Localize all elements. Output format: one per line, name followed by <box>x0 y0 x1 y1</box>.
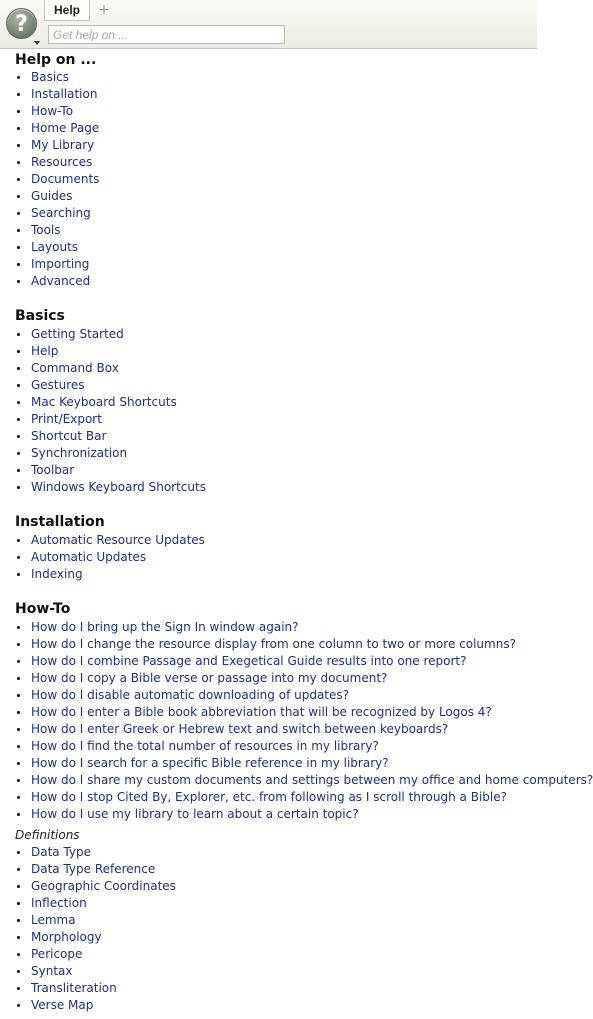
list-item <box>15 653 535 670</box>
help-topic-link[interactable]: Morphology <box>31 930 102 944</box>
help-topic-link[interactable]: Command Box <box>31 361 119 375</box>
list-item <box>15 137 535 154</box>
help-topic-link[interactable]: How do I share my custom documents and settings between my office and home computers? <box>31 773 593 787</box>
search-input[interactable] <box>48 25 285 44</box>
list-item <box>15 256 535 273</box>
list-item <box>15 844 535 861</box>
list-item <box>15 895 535 912</box>
help-topic-link[interactable]: Pericope <box>31 947 83 961</box>
list-item <box>15 789 535 806</box>
list-item <box>15 171 535 188</box>
help-topic-link[interactable]: Resources <box>31 155 93 169</box>
toolbar <box>0 0 537 49</box>
list-item <box>15 997 535 1014</box>
help-topic-link[interactable]: How-To <box>31 104 74 118</box>
help-topic-link[interactable]: Tools <box>31 223 61 237</box>
list-item <box>15 326 535 343</box>
list-item <box>15 806 535 823</box>
list-item <box>15 946 535 963</box>
help-topic-link[interactable]: Home Page <box>31 121 100 135</box>
list-item <box>15 273 535 290</box>
list-item <box>15 566 535 583</box>
section-title-help-on: Help on ... <box>15 52 97 68</box>
help-content <box>15 51 593 1014</box>
section-title-definitions: Definitions <box>15 828 80 842</box>
help-topic-link[interactable]: Indexing <box>31 567 83 581</box>
help-topic-link[interactable]: Advanced <box>31 274 91 288</box>
list-item <box>15 154 535 171</box>
list-item <box>15 343 535 360</box>
help-topic-link[interactable]: How do I find the total number of resources in my library? <box>31 739 379 753</box>
help-topic-link[interactable]: Guides <box>31 189 73 203</box>
help-topic-link[interactable]: Importing <box>31 257 90 271</box>
list-item <box>15 687 535 704</box>
help-topic-link[interactable]: How do I enter a Bible book abbreviation that will be recognized by Logos 4? <box>31 705 492 719</box>
list-item <box>15 428 535 445</box>
list-item <box>15 360 535 377</box>
help-topic-link[interactable]: Searching <box>31 206 91 220</box>
list-item <box>15 222 535 239</box>
help-topic-link[interactable]: How do I copy a Bible verse or passage into my document? <box>31 671 388 685</box>
definitions-list <box>15 844 535 1014</box>
help-topic-link[interactable]: Lemma <box>31 913 76 927</box>
help-topic-link[interactable]: Synchronization <box>31 446 128 460</box>
list-item <box>15 755 535 772</box>
list-item <box>15 411 535 428</box>
help-topic-link[interactable]: How do I search for a specific Bible reference in my library? <box>31 756 389 770</box>
help-topic-link[interactable]: Automatic Resource Updates <box>31 533 205 547</box>
help-topic-link[interactable]: Shortcut Bar <box>31 429 107 443</box>
list-item <box>15 878 535 895</box>
help-icon[interactable]: ? <box>6 8 37 39</box>
list-item <box>15 462 535 479</box>
help-topic-link[interactable]: How do I use my library to learn about a certain topic? <box>31 807 359 821</box>
help-topic-link[interactable]: Help <box>31 344 59 358</box>
list-item <box>15 394 535 411</box>
list-item <box>15 188 535 205</box>
list-item <box>15 721 535 738</box>
list-item <box>15 738 535 755</box>
list-item <box>15 980 535 997</box>
help-topic-link[interactable]: Data Type Reference <box>31 862 156 876</box>
list-item <box>15 619 535 636</box>
help-topic-link[interactable]: How do I bring up the Sign In window again? <box>31 620 299 634</box>
help-topic-link[interactable]: Syntax <box>31 964 73 978</box>
help-topic-link[interactable]: Gestures <box>31 378 85 392</box>
chevron-down-icon[interactable] <box>34 41 40 45</box>
list-item <box>15 445 535 462</box>
list-item <box>15 912 535 929</box>
howto-list <box>15 619 593 823</box>
add-tab-icon[interactable]: + <box>98 2 110 18</box>
basics-list <box>15 326 535 496</box>
list-item <box>15 479 535 496</box>
list-item <box>15 861 535 878</box>
list-item <box>15 120 535 137</box>
help-topic-link[interactable]: Windows Keyboard Shortcuts <box>31 480 206 494</box>
help-topic-link[interactable]: My Library <box>31 138 95 152</box>
help-topic-link[interactable]: How do I enter Greek or Hebrew text and switch between keyboards? <box>31 722 449 736</box>
help-topic-link[interactable]: Installation <box>31 87 98 101</box>
list-item <box>15 636 535 653</box>
list-item <box>15 772 593 789</box>
list-item <box>15 670 535 687</box>
help-topic-link[interactable]: Automatic Updates <box>31 550 147 564</box>
help-topic-link[interactable]: How do I combine Passage and Exegetical Guide results into one report? <box>31 654 467 668</box>
help-topic-link[interactable]: Geographic Coordinates <box>31 879 176 893</box>
help-topic-link[interactable]: Verse Map <box>31 998 94 1012</box>
list-item <box>15 929 535 946</box>
help-topic-link[interactable]: Getting Started <box>31 327 124 341</box>
list-item <box>15 69 535 86</box>
section-title-installation: Installation <box>15 514 105 530</box>
list-item <box>15 86 535 103</box>
list-item <box>15 377 535 394</box>
list-item <box>15 103 535 120</box>
list-item <box>15 704 535 721</box>
help-topic-link[interactable]: Inflection <box>31 896 87 910</box>
help-topic-link[interactable]: Basics <box>31 70 70 84</box>
list-item <box>15 532 535 549</box>
list-item <box>15 963 535 980</box>
list-item <box>15 239 535 256</box>
tab-help[interactable]: Help <box>44 0 90 21</box>
help-topic-link[interactable]: Transliteration <box>31 981 117 995</box>
list-item <box>15 205 535 222</box>
help-topic-link[interactable]: Layouts <box>31 240 79 254</box>
help-topic-link[interactable]: Toolbar <box>31 463 75 477</box>
help-topic-link[interactable]: How do I stop Cited By, Explorer, etc. from following as I scroll through a Bible? <box>31 790 507 804</box>
help-topic-link[interactable]: How do I disable automatic downloading of updates? <box>31 688 350 702</box>
help-topic-link[interactable]: Print/Export <box>31 412 102 426</box>
help-topic-link[interactable]: How do I change the resource display from one column to two or more columns? <box>31 637 516 651</box>
installation-list <box>15 532 535 583</box>
section-title-basics: Basics <box>15 308 65 324</box>
help-topic-link[interactable]: Data Type <box>31 845 92 859</box>
list-item <box>15 549 535 566</box>
help-topic-link[interactable]: Mac Keyboard Shortcuts <box>31 395 177 409</box>
help-on-list <box>15 69 535 290</box>
help-topic-link[interactable]: Documents <box>31 172 100 186</box>
section-title-howto: How-To <box>15 601 71 617</box>
